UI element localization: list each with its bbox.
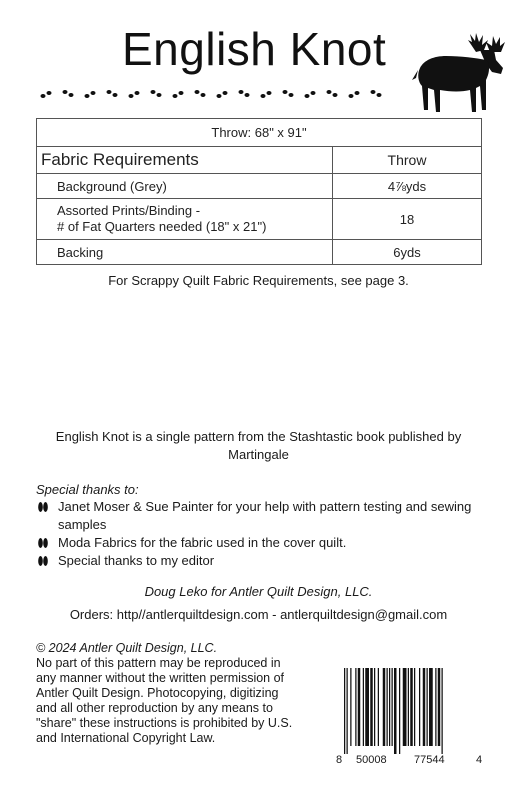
table-caption: Throw: 68" x 91" bbox=[37, 119, 482, 147]
row-label: Background (Grey) bbox=[37, 174, 333, 199]
barcode-bar bbox=[374, 668, 375, 746]
barcode-digits bbox=[336, 754, 484, 770]
thanks-item-text: Special thanks to my editor bbox=[58, 553, 215, 568]
row-value: 6yds bbox=[333, 240, 482, 265]
barcode-bar bbox=[394, 668, 397, 754]
table-row bbox=[37, 174, 482, 199]
table-header-throw: Throw bbox=[333, 147, 482, 174]
row-label bbox=[37, 199, 333, 240]
row-value: 4⅞yds bbox=[333, 174, 482, 199]
hoofprint-icon bbox=[36, 536, 50, 550]
pattern-title: English Knot bbox=[122, 23, 387, 75]
barcode-bar bbox=[423, 668, 426, 746]
thanks-item-text: Janet Moser & Sue Painter for your help with pattern testing and sewing samples bbox=[58, 499, 472, 532]
barcode-bar bbox=[355, 668, 356, 746]
barcode-bar bbox=[378, 668, 379, 746]
table-row bbox=[37, 240, 482, 265]
table-caption-row bbox=[37, 119, 482, 147]
barcode bbox=[336, 668, 484, 768]
hoofprint-icon bbox=[36, 554, 50, 568]
barcode-bar bbox=[429, 668, 433, 746]
moose-logo bbox=[406, 30, 506, 114]
barcode-bar bbox=[442, 668, 443, 754]
author-credit: Doug Leko for Antler Quilt Design, LLC. bbox=[144, 584, 373, 599]
row-label: Backing bbox=[37, 240, 333, 265]
barcode-bar bbox=[389, 668, 390, 746]
thanks-list bbox=[36, 498, 476, 570]
barcode-bar bbox=[414, 668, 415, 746]
thanks-heading: Special thanks to: bbox=[36, 482, 139, 497]
barcode-bar bbox=[392, 668, 393, 746]
barcode-bar bbox=[363, 668, 364, 746]
barcode-bar bbox=[383, 668, 386, 746]
table-header-fabric: Fabric Requirements bbox=[37, 147, 333, 174]
barcode-bar bbox=[350, 668, 351, 746]
list-item bbox=[36, 552, 476, 570]
table-header-row bbox=[37, 147, 482, 174]
scrappy-note: For Scrappy Quilt Fabric Requirements, see page 3. bbox=[108, 273, 409, 288]
thanks-item-text: Moda Fabrics for the fabric used in the cover quilt. bbox=[58, 535, 347, 550]
intro-text: English Knot is a single pattern from the Stashtastic book published by Martingale bbox=[55, 429, 462, 462]
barcode-digit-group: 8 bbox=[336, 754, 343, 766]
list-item bbox=[36, 498, 476, 534]
row-value: 18 bbox=[333, 199, 482, 240]
barcode-digit-group: 77544 bbox=[414, 754, 445, 766]
barcode-digit-group: 4 bbox=[476, 754, 483, 766]
table-row bbox=[37, 199, 482, 240]
copyright-notice: © 2024 Antler Quilt Design, LLC. bbox=[36, 641, 218, 655]
barcode-bar bbox=[370, 668, 373, 746]
barcode-bar bbox=[410, 668, 413, 746]
hoofprint-icon bbox=[36, 500, 50, 514]
row-label-line: Assorted Prints/Binding - bbox=[57, 203, 201, 218]
barcode-digit-group: 50008 bbox=[356, 754, 387, 766]
row-label-line: # of Fat Quarters needed (18" x 21") bbox=[57, 219, 267, 234]
barcode-bar bbox=[387, 668, 388, 746]
legal-text: No part of this pattern may be reproduced in any manner without the written permission of Antler Quilt Design. Photocopying, digitizing and all other reproduction by any means to "share" these instructions is prohibited by U.S. and International Copyright Law. bbox=[36, 656, 293, 745]
barcode-bar bbox=[344, 668, 345, 754]
orders-contact: Orders: http//antlerquiltdesign.com - antlerquiltdesign@gmail.com bbox=[69, 607, 448, 622]
barcode-bar bbox=[435, 668, 436, 746]
barcode-bar bbox=[419, 668, 420, 746]
list-item bbox=[36, 534, 476, 552]
barcode-bar bbox=[408, 668, 409, 746]
barcode-bars bbox=[336, 668, 484, 754]
moose-tracks-decoration bbox=[40, 86, 396, 106]
barcode-bar bbox=[403, 668, 407, 746]
barcode-bar bbox=[427, 668, 428, 746]
barcode-bar bbox=[438, 668, 441, 746]
barcode-bar bbox=[399, 668, 400, 754]
barcode-bar bbox=[365, 668, 369, 746]
barcode-bar bbox=[358, 668, 361, 746]
barcode-bar bbox=[347, 668, 348, 754]
fabric-requirements-table bbox=[36, 118, 482, 265]
